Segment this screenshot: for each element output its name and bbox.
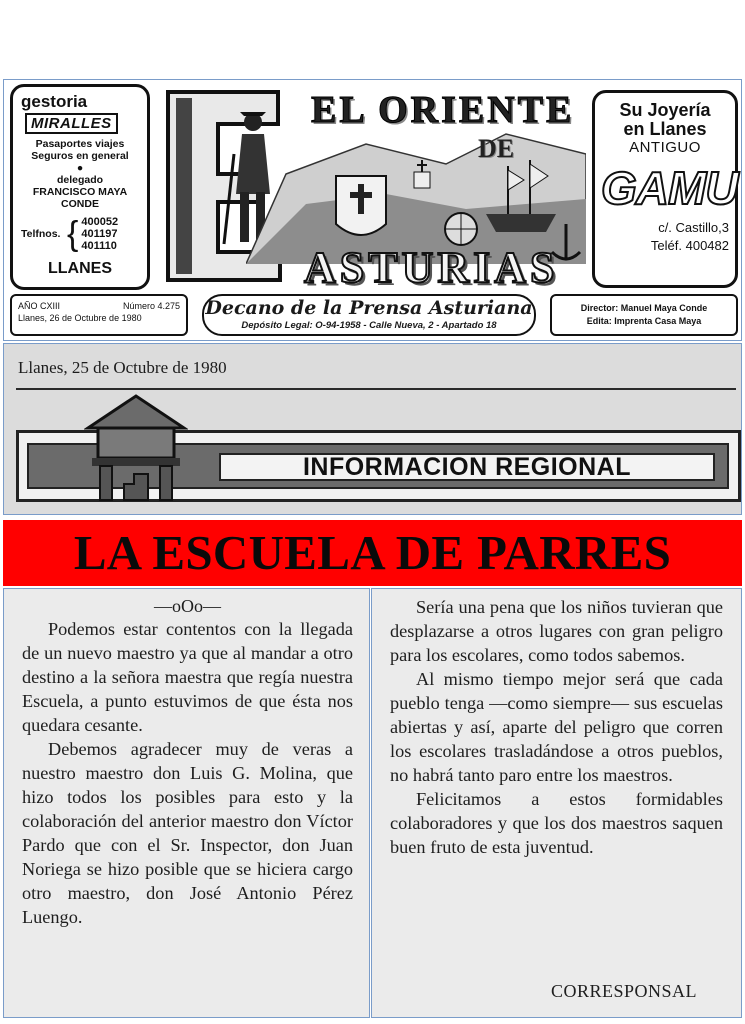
- section-banner: [3, 343, 742, 515]
- edition-date: Llanes, 26 de Octubre de 1980: [18, 313, 142, 323]
- paragraph: Al mismo tiempo mejor será que cada pueblo tenga —como siempre— sus escuelas abiertas y así, aparte del peligro que corren los escolares trasladándose a otros pueblos, no habrá tanto paro entre los maestros.: [390, 669, 723, 785]
- gestoria-service: Seguros en general: [31, 150, 129, 162]
- gestoria-ad: [10, 84, 150, 290]
- masthead-illustration: [156, 84, 588, 292]
- horreo-house-icon: [84, 392, 188, 504]
- headline-bar: [3, 520, 742, 586]
- gestoria-service: FRANCISCO MAYA: [32, 186, 128, 198]
- joyeria-brand: GAMU: [601, 162, 738, 214]
- article-column-left: [3, 588, 370, 1018]
- phone-number: 401197: [81, 228, 118, 240]
- masthead-title-top: EL ORIENTE: [311, 89, 575, 131]
- article-signature: CORRESPONSAL: [550, 981, 697, 1001]
- dateline: Llanes, 25 de Octubre de 1980: [18, 358, 227, 377]
- gestoria-city: LLANES: [48, 260, 112, 277]
- joyeria-antiguo: ANTIGUO: [629, 139, 701, 156]
- phones-label: Telfnos.: [21, 228, 61, 240]
- motto-box: [202, 294, 536, 336]
- paragraph: Podemos estar contentos con la llegada de un nuevo maestro ya que al mandar a otro destino a la señora maestra que regía nuestra Escuela, a punto estuvimos de que ésta nos quedara cesante.: [22, 619, 353, 735]
- separator: —oOo—: [154, 596, 221, 616]
- staff-info: [550, 294, 738, 336]
- article-column-right: [371, 588, 742, 1018]
- phone-number: 401110: [81, 240, 117, 252]
- masthead-title-de: DE: [478, 134, 515, 163]
- masthead: [3, 79, 742, 341]
- coat-of-arms-icon: [336, 176, 386, 235]
- paragraph: Sería una pena que los niños tuvieran que desplazarse a otros lugares con gran peligro para los escolares, como todos sabemos.: [390, 597, 723, 665]
- edition-number: Número 4.275: [122, 301, 180, 311]
- paragraph: Felicitamos a estos formidables colaboradores y que los dos maestros saquen buen fruto de esta juventud.: [390, 789, 723, 857]
- gestoria-brand: MIRALLES: [25, 113, 118, 134]
- editor: Edita: Imprenta Casa Maya: [586, 316, 702, 326]
- gestoria-phones: [21, 216, 139, 252]
- gestoria-service: Pasaportes viajes: [35, 138, 125, 150]
- gestoria-service: CONDE: [61, 198, 99, 210]
- article-headline: LA ESCUELA DE PARRES: [73, 525, 672, 580]
- edition-info: [10, 294, 188, 336]
- masthead-motto: Decano de la Prensa Asturiana: [205, 297, 533, 319]
- director: Director: Manuel Maya Conde: [580, 303, 708, 313]
- divider: [16, 388, 736, 390]
- phone-number: 400052: [81, 216, 119, 228]
- section-label: INFORMACION REGIONAL: [219, 453, 715, 481]
- joyeria-ad: [592, 90, 738, 288]
- gestoria-title: gestoria: [21, 92, 88, 111]
- paragraph: Debemos agradecer muy de veras a nuestro maestro don Luis G. Molina, que hizo todos los posibles para esto y la colaboración del anterior maestro don Víctor Pardo que con el Sr. Inspector, don Juan Noriega se hizo posible que se hiciera cargo otro maestro, don José Antonio Pérez Luengo.: [22, 739, 353, 927]
- joyeria-address: c/. Castillo,3: [658, 220, 729, 235]
- gestoria-service: delegado: [56, 174, 104, 186]
- brace-icon: {: [67, 215, 79, 253]
- joyeria-phone: Teléf. 400482: [650, 238, 729, 253]
- joyeria-line: en Llanes: [623, 119, 707, 139]
- gestoria-bullet: ●: [76, 162, 84, 174]
- joyeria-line: Su Joyería: [619, 100, 711, 120]
- edition-year: AÑO CXIII: [18, 301, 61, 311]
- masthead-title-bottom: ASTURIAS: [304, 243, 559, 292]
- legal-deposit: Depósito Legal: O-94-1958 - Calle Nueva, 2 - Apartado 18: [241, 320, 497, 331]
- phone-numbers: [81, 216, 118, 252]
- globe-icon: [445, 213, 477, 245]
